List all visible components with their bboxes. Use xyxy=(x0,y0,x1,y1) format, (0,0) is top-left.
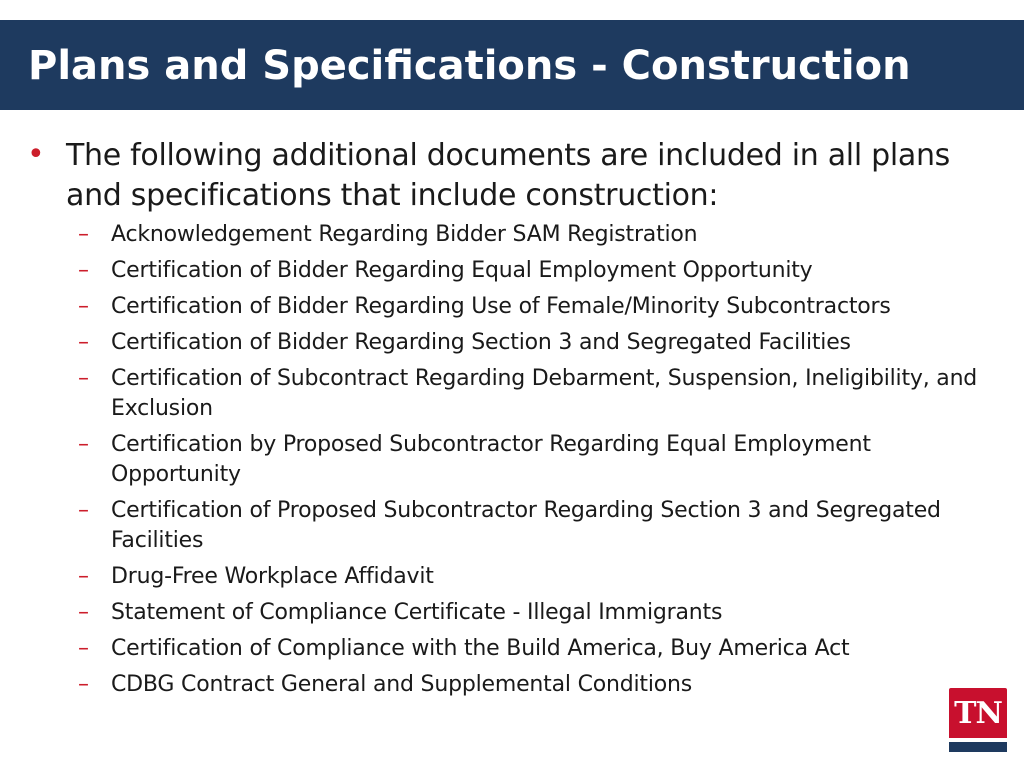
document-label: Certification of Proposed Subcontractor Regarding Section 3 and Segregated Facilities xyxy=(111,498,941,553)
document-label: Statement of Compliance Certificate - Illegal Immigrants xyxy=(111,600,723,625)
dash-icon: – xyxy=(78,258,89,283)
dash-icon: – xyxy=(78,432,89,457)
document-item xyxy=(24,562,994,592)
document-label: CDBG Contract General and Supplemental Conditions xyxy=(111,672,693,697)
document-label: Acknowledgement Regarding Bidder SAM Registration xyxy=(111,222,698,247)
document-label: Certification of Compliance with the Build America, Buy America Act xyxy=(111,636,850,661)
document-item xyxy=(24,670,994,700)
slide-content xyxy=(24,136,994,706)
main-bullet xyxy=(24,136,994,216)
logo-text: TN xyxy=(954,696,1002,731)
slide-title: Plans and Specifications - Construction xyxy=(28,43,911,89)
document-label: Certification of Bidder Regarding Use of Female/Minority Subcontractors xyxy=(111,294,891,319)
document-item xyxy=(24,256,994,286)
dash-icon: – xyxy=(78,600,89,625)
dash-icon: – xyxy=(78,636,89,661)
document-label: Certification of Bidder Regarding Equal Employment Opportunity xyxy=(111,258,813,283)
bullet-icon: • xyxy=(27,137,45,172)
dash-icon: – xyxy=(78,366,89,391)
dash-icon: – xyxy=(78,330,89,355)
document-item xyxy=(24,220,994,250)
document-item xyxy=(24,634,994,664)
document-item xyxy=(24,496,994,556)
dash-icon: – xyxy=(78,564,89,589)
dash-icon: – xyxy=(78,672,89,697)
dash-icon: – xyxy=(78,294,89,319)
document-label: Drug-Free Workplace Affidavit xyxy=(111,564,434,589)
document-item xyxy=(24,292,994,322)
title-bar xyxy=(0,20,1024,110)
dash-icon: – xyxy=(78,222,89,247)
dash-icon: – xyxy=(78,498,89,523)
intro-text: The following additional documents are included in all plans and specifications that include construction: xyxy=(66,138,950,213)
logo-blue-stripe xyxy=(949,742,1007,752)
document-item xyxy=(24,364,994,424)
document-label: Certification of Bidder Regarding Section 3 and Segregated Facilities xyxy=(111,330,851,355)
document-item xyxy=(24,328,994,358)
tennessee-logo-icon xyxy=(949,688,1007,752)
document-item xyxy=(24,598,994,628)
document-label: Certification of Subcontract Regarding Debarment, Suspension, Ineligibility, and Exclusion xyxy=(111,366,978,421)
document-label: Certification by Proposed Subcontractor Regarding Equal Employment Opportunity xyxy=(111,432,871,487)
document-item xyxy=(24,430,994,490)
document-list xyxy=(24,220,994,700)
